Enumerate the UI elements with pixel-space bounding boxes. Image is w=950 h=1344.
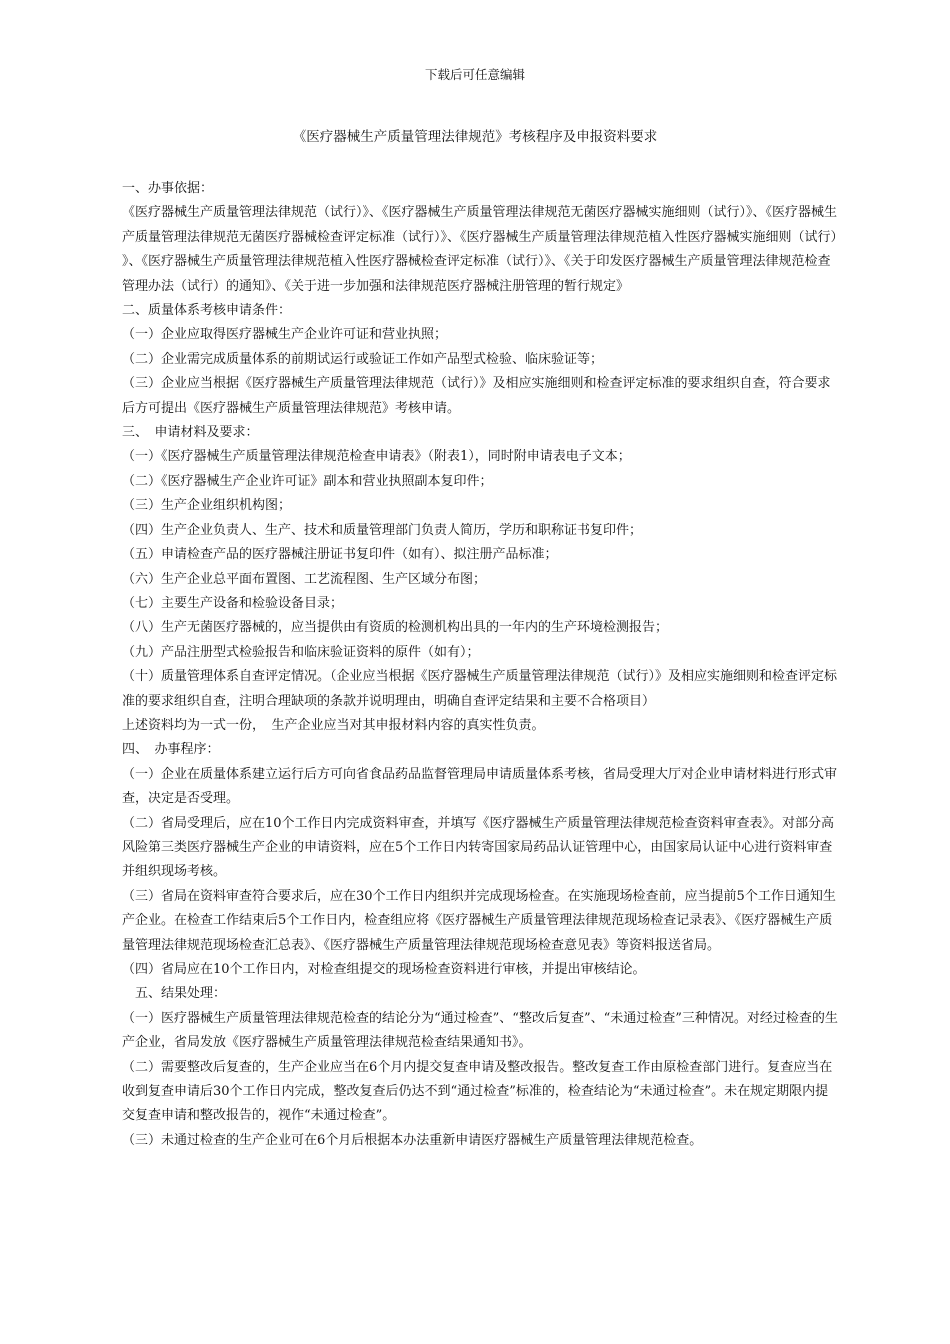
procedure-item-1: （一）企业在质量体系建立运行后方可向省食品药品监督管理局申请质量体系考核，省局受理大厅对企业申请材料进行形式审查，决定是否受理。 [122, 766, 838, 807]
result-item-3: （三）未通过检查的生产企业可在6个月后根据本办法重新申请医疗器械生产质量管理法律规范检查。 [122, 1132, 703, 1148]
section-heading-procedure: 四、 办事程序： [122, 742, 220, 758]
material-item-4: （四）生产企业负责人、生产、技术和质量管理部门负责人简历，学历和职称证书复印件； [122, 522, 643, 538]
section-heading-basis: 一、办事依据： [122, 181, 214, 196]
material-item-2: （二）《医疗器械生产企业许可证》副本和营业执照副本复印件； [122, 473, 493, 489]
section-heading-results: 五、结果处理： [135, 986, 227, 1002]
material-item-1: （一）《医疗器械生产质量管理法律规范检查申请表》（附表1），同时附申请表电子文本； [122, 449, 631, 465]
procedure-item-3: （三）省局在资料审查符合要求后，应在30个工作日内组织并完成现场检查。在实施现场检查前，应当提前5个工作日通知生产企业。在检查工作结束后5个工作日内，检查组应将《医疗器械生产质量管理法律规范现场检查记录表》、《医疗器械生产质量管理法律规范现场检查汇总表》、《医疗器械生产质量管理法律规范现场检查意见表》等资料报送省局。 [122, 888, 836, 953]
result-item-2: （二）需要整改后复查的，生产企业应当在6个月内提交复查申请及整改报告。整改复查工作由原检查部门进行。复查应当在收到复查申请后30个工作日内完成，整改复查后仍达不到“通过检查”标准的，检查结论为“未通过检查”。未在规定期限内提交复查申请和整改报告的，视作“未通过检查”。 [122, 1059, 833, 1124]
section-heading-conditions: 二、质量体系考核申请条件： [122, 303, 292, 319]
condition-item-2: （二）企业需完成质量体系的前期试运行或验证工作如产品型式检验、临床验证等； [122, 351, 604, 367]
download-note: 下载后可任意编辑 [424, 67, 525, 82]
materials-note: 上述资料均为一式一份， 生产企业应当对其申报材料内容的真实性负责。 [122, 717, 545, 733]
material-item-10: （十）质量管理体系自查评定情况。（企业应当根据《医疗器械生产质量管理法律规范（试行）》及相应实施细则和检查评定标准的要求组织自查，注明合理缺项的条款并说明理由，明确自查评定结果和主要不合格项目） [122, 669, 838, 709]
condition-item-3: （三）企业应当根据《医疗器械生产质量管理法律规范（试行）》及相应实施细则和检查评定标准的要求组织自查，符合要求后方可提出《医疗器械生产质量管理法律规范》考核申请。 [122, 376, 831, 416]
basis-regulations-text: 《医疗器械生产质量管理法律规范（试行）》、《医疗器械生产质量管理法律规范无菌医疗器械实施细则（试行）》、《医疗器械生产质量管理法律规范无菌医疗器械检查评定标准（试行）》、《医疗器械生产质量管理法律规范植入性医疗器械实施细则（试行）》、《医疗器械生产质量管理法律规范植入性医疗器械检查评定标准（试行）》、《关于印发医疗器械生产质量管理法律规范检查管理办法（试行）的通知》、《关于进一步加强和法律规范医疗器械注册管理的暂行规定》 [122, 205, 838, 294]
section-heading-materials: 三、 申请材料及要求： [122, 425, 259, 441]
material-item-8: （八）生产无菌医疗器械的，应当提供由有资质的检测机构出具的一年内的生产环境检测报告； [122, 620, 669, 636]
material-item-7: （七）主要生产设备和检验设备目录； [122, 595, 344, 611]
material-item-6: （六）生产企业总平面布置图、工艺流程图、生产区域分布图； [122, 571, 487, 587]
procedure-item-2: （二）省局受理后，应在10个工作日内完成资料审查，并填写《医疗器械生产质量管理法律规范检查资料审查表》。对部分高风险第三类医疗器械生产企业的申请资料，应在5个工作日内转寄国家局药品认证管理中心，由国家局认证中心进行资料审查并组织现场考核。 [122, 815, 835, 880]
material-item-5: （五）申请检查产品的医疗器械注册证书复印件（如有）、拟注册产品标准； [122, 547, 558, 563]
document-title: 《医疗器械生产质量管理法律规范》考核程序及申报资料要求 [292, 129, 658, 145]
procedure-item-4: （四）省局应在10个工作日内，对检查组提交的现场检查资料进行审核，并提出审核结论。 [122, 962, 646, 977]
material-item-9: （九）产品注册型式检验报告和临床验证资料的原件（如有）； [122, 644, 480, 660]
document-body [122, 177, 840, 1153]
result-item-1: （一）医疗器械生产质量管理法律规范检查的结论分为“通过检查”、“整改后复查”、“未通过检查”三种情况。对经过检查的生产企业，省局发放《医疗器械生产质量管理法律规范检查结果通知书》。 [122, 1010, 838, 1051]
condition-item-1: （一）企业应取得医疗器械生产企业许可证和营业执照； [122, 327, 448, 343]
material-item-3: （三）生产企业组织机构图； [122, 498, 292, 514]
